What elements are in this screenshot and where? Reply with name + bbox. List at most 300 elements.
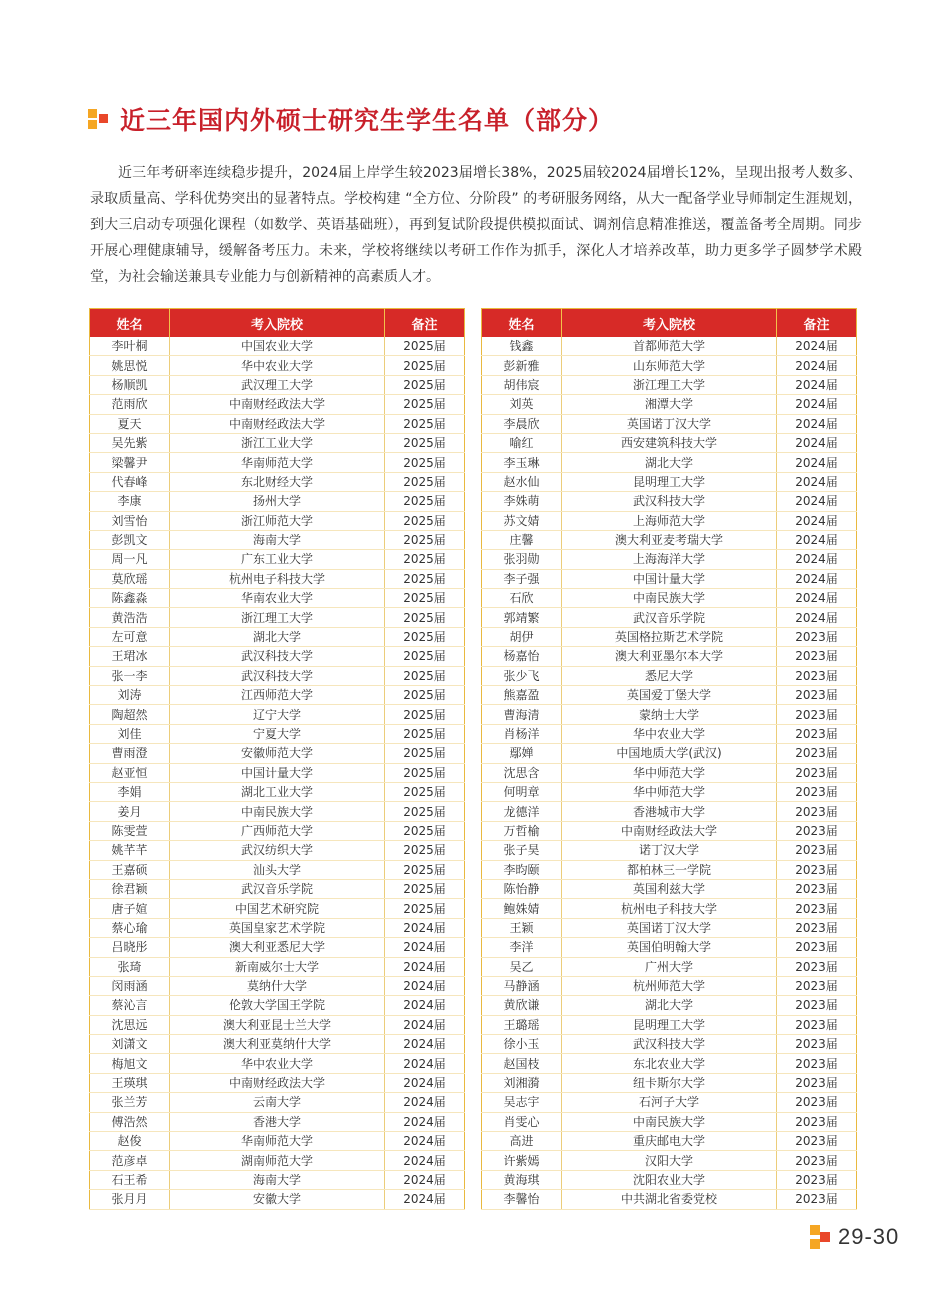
table-row	[90, 705, 465, 724]
name-cell: 赵国枝	[482, 1054, 562, 1073]
table-row	[90, 1015, 465, 1034]
note-cell: 2025届	[385, 782, 465, 801]
name-cell: 蔡心瑜	[90, 918, 170, 937]
school-cell: 武汉音乐学院	[562, 608, 777, 627]
note-cell: 2023届	[777, 918, 857, 937]
note-cell: 2025届	[385, 879, 465, 898]
note-cell: 2023届	[777, 705, 857, 724]
name-cell: 李昀颐	[482, 860, 562, 879]
table-row	[90, 375, 465, 394]
table-row	[90, 395, 465, 414]
note-cell: 2024届	[385, 1054, 465, 1073]
name-cell: 姚芊芊	[90, 841, 170, 860]
name-cell: 高进	[482, 1132, 562, 1151]
note-cell: 2023届	[777, 996, 857, 1015]
table-row	[482, 550, 857, 569]
note-cell: 2023届	[777, 976, 857, 995]
table-row	[90, 530, 465, 549]
note-cell: 2025届	[385, 608, 465, 627]
name-cell: 彭新雅	[482, 356, 562, 375]
note-cell: 2023届	[777, 1132, 857, 1151]
table-row	[482, 530, 857, 549]
table-row	[90, 802, 465, 821]
table-row	[90, 550, 465, 569]
table-row	[90, 608, 465, 627]
table-row	[90, 647, 465, 666]
school-cell: 华中农业大学	[562, 724, 777, 743]
school-cell: 中南财经政法大学	[170, 1073, 385, 1092]
school-cell: 澳大利亚悉尼大学	[170, 938, 385, 957]
school-cell: 安徽师范大学	[170, 744, 385, 763]
table-row	[90, 1170, 465, 1189]
note-cell: 2024届	[777, 433, 857, 452]
name-cell: 姜月	[90, 802, 170, 821]
school-cell: 安徽大学	[170, 1190, 385, 1209]
header-name: 姓名	[90, 309, 170, 338]
note-cell: 2024届	[385, 938, 465, 957]
table-row	[482, 957, 857, 976]
school-cell: 中南财经政法大学	[562, 821, 777, 840]
name-cell: 张子昊	[482, 841, 562, 860]
school-cell: 浙江理工大学	[562, 375, 777, 394]
table-row	[90, 918, 465, 937]
school-cell: 上海师范大学	[562, 511, 777, 530]
name-cell: 鄢婵	[482, 744, 562, 763]
table-row	[482, 996, 857, 1015]
header-name: 姓名	[482, 309, 562, 338]
table-row	[90, 1054, 465, 1073]
name-cell: 王瑛琪	[90, 1073, 170, 1092]
school-cell: 华中农业大学	[170, 356, 385, 375]
name-cell: 刘潇文	[90, 1035, 170, 1054]
table-row	[90, 627, 465, 646]
name-cell: 刘涛	[90, 686, 170, 705]
note-cell: 2024届	[777, 453, 857, 472]
name-cell: 肖雯心	[482, 1112, 562, 1131]
table-row	[482, 1054, 857, 1073]
school-cell: 莫纳什大学	[170, 976, 385, 995]
note-cell: 2023届	[777, 1054, 857, 1073]
name-cell: 赵亚恒	[90, 763, 170, 782]
note-cell: 2023届	[777, 1093, 857, 1112]
school-cell: 武汉科技大学	[562, 1035, 777, 1054]
table-row	[90, 724, 465, 743]
note-cell: 2025届	[385, 530, 465, 549]
note-cell: 2024届	[777, 608, 857, 627]
table-row	[90, 569, 465, 588]
name-cell: 李娟	[90, 782, 170, 801]
name-cell: 范雨欣	[90, 395, 170, 414]
note-cell: 2023届	[777, 938, 857, 957]
note-cell: 2025届	[385, 433, 465, 452]
table-row	[482, 375, 857, 394]
school-cell: 中国计量大学	[562, 569, 777, 588]
note-cell: 2023届	[777, 1073, 857, 1092]
name-cell: 李子强	[482, 569, 562, 588]
table-row	[482, 666, 857, 685]
name-cell: 王璐瑶	[482, 1015, 562, 1034]
name-cell: 喻红	[482, 433, 562, 452]
table-row	[90, 1035, 465, 1054]
table-row	[482, 1151, 857, 1170]
name-cell: 许紫嫣	[482, 1151, 562, 1170]
table-row	[90, 957, 465, 976]
intro-paragraph: 近三年考研率连续稳步提升，2024届上岸学生较2023届增长38%，2025届较2024届增长12%，呈现出报考人数多、录取质量高、学科优势突出的显著特点。学校构建 “全方位、分阶段” 的考研服务网络，从大一配备学业导师制定生涯规划，到大三启动专项强化课程（如数学、英语基础班），再到复试阶段提供模拟面试、调剂信息精准推送，覆盖备考全周期。同步开展心理健康辅导，缓解备考压力。未来，学校将继续以考研工作作为抓手，深化人才培养改革，助力更多学子圆梦学术殿堂，为社会输送兼具专业能力与创新精神的高素质人才。	[90, 165, 862, 285]
name-cell: 吴乙	[482, 957, 562, 976]
name-cell: 吕晓彤	[90, 938, 170, 957]
school-cell: 浙江工业大学	[170, 433, 385, 452]
school-cell: 中南民族大学	[170, 802, 385, 821]
table-row	[90, 589, 465, 608]
school-cell: 武汉纺织大学	[170, 841, 385, 860]
table-row	[482, 433, 857, 452]
table-row	[482, 879, 857, 898]
note-cell: 2024届	[385, 1151, 465, 1170]
table-row	[482, 1093, 857, 1112]
note-cell: 2023届	[777, 1015, 857, 1034]
table-row	[90, 511, 465, 530]
page-number-text: 29-30	[838, 1224, 900, 1249]
school-cell: 中共湖北省委党校	[562, 1190, 777, 1209]
table-row	[482, 511, 857, 530]
note-cell: 2025届	[385, 899, 465, 918]
school-cell: 杭州师范大学	[562, 976, 777, 995]
table-row	[90, 356, 465, 375]
name-cell: 黄海琪	[482, 1170, 562, 1189]
name-cell: 姚思悦	[90, 356, 170, 375]
name-cell: 张琦	[90, 957, 170, 976]
name-cell: 李晨欣	[482, 414, 562, 433]
name-cell: 周一凡	[90, 550, 170, 569]
school-cell: 江西师范大学	[170, 686, 385, 705]
school-cell: 中国艺术研究院	[170, 899, 385, 918]
school-cell: 都柏林三一学院	[562, 860, 777, 879]
school-cell: 澳大利亚昆士兰大学	[170, 1015, 385, 1034]
table-row	[482, 589, 857, 608]
school-cell: 华中师范大学	[562, 763, 777, 782]
name-cell: 胡伟宸	[482, 375, 562, 394]
school-cell: 湖北大学	[562, 996, 777, 1015]
note-cell: 2024届	[777, 472, 857, 491]
school-cell: 新南威尔士大学	[170, 957, 385, 976]
note-cell: 2024届	[385, 1093, 465, 1112]
table-row	[90, 666, 465, 685]
table-row	[90, 1151, 465, 1170]
note-cell: 2023届	[777, 860, 857, 879]
school-cell: 澳大利亚墨尔本大学	[562, 647, 777, 666]
note-cell: 2025届	[385, 666, 465, 685]
name-cell: 梅旭文	[90, 1054, 170, 1073]
name-cell: 吴先紫	[90, 433, 170, 452]
note-cell: 2025届	[385, 569, 465, 588]
school-cell: 澳大利亚莫纳什大学	[170, 1035, 385, 1054]
name-cell: 沈思远	[90, 1015, 170, 1034]
table-row	[482, 899, 857, 918]
school-cell: 诺丁汉大学	[562, 841, 777, 860]
school-cell: 汕头大学	[170, 860, 385, 879]
name-cell: 陈雯萱	[90, 821, 170, 840]
note-cell: 2025届	[385, 802, 465, 821]
name-cell: 肖杨洋	[482, 724, 562, 743]
school-cell: 云南大学	[170, 1093, 385, 1112]
name-cell: 李玉琳	[482, 453, 562, 472]
school-cell: 浙江师范大学	[170, 511, 385, 530]
page-number	[810, 1222, 899, 1252]
note-cell: 2025届	[385, 375, 465, 394]
name-cell: 杨嘉怡	[482, 647, 562, 666]
note-cell: 2024届	[777, 375, 857, 394]
school-cell: 辽宁大学	[170, 705, 385, 724]
table-row	[90, 686, 465, 705]
header-school: 考入院校	[562, 309, 777, 338]
note-cell: 2025届	[385, 821, 465, 840]
note-cell: 2024届	[777, 589, 857, 608]
table-row	[90, 938, 465, 957]
note-cell: 2023届	[777, 879, 857, 898]
note-cell: 2023届	[777, 1035, 857, 1054]
school-cell: 澳大利亚麦考瑞大学	[562, 530, 777, 549]
name-cell: 刘英	[482, 395, 562, 414]
note-cell: 2024届	[385, 1015, 465, 1034]
school-cell: 杭州电子科技大学	[170, 569, 385, 588]
table-row	[90, 899, 465, 918]
table-row	[482, 337, 857, 356]
table-row	[482, 782, 857, 801]
table-row	[90, 1132, 465, 1151]
note-cell: 2024届	[777, 569, 857, 588]
note-cell: 2025届	[385, 589, 465, 608]
header-school: 考入院校	[170, 309, 385, 338]
school-cell: 中南财经政法大学	[170, 414, 385, 433]
note-cell: 2024届	[385, 1112, 465, 1131]
name-cell: 王颖	[482, 918, 562, 937]
table-row	[482, 453, 857, 472]
header-note: 备注	[385, 309, 465, 338]
school-cell: 中国农业大学	[170, 337, 385, 356]
name-cell: 徐小玉	[482, 1035, 562, 1054]
school-cell: 广东工业大学	[170, 550, 385, 569]
school-cell: 英国爱丁堡大学	[562, 686, 777, 705]
table-row	[90, 492, 465, 511]
school-cell: 英国皇家艺术学院	[170, 918, 385, 937]
school-cell: 纽卡斯尔大学	[562, 1073, 777, 1092]
table-row	[482, 608, 857, 627]
name-cell: 陈鑫淼	[90, 589, 170, 608]
name-cell: 庄馨	[482, 530, 562, 549]
school-cell: 中南民族大学	[562, 589, 777, 608]
name-cell: 梁馨尹	[90, 453, 170, 472]
note-cell: 2024届	[385, 1170, 465, 1189]
school-cell: 华中师范大学	[562, 782, 777, 801]
name-cell: 黄浩浩	[90, 608, 170, 627]
table-row	[482, 860, 857, 879]
school-cell: 东北财经大学	[170, 472, 385, 491]
note-cell: 2023届	[777, 821, 857, 840]
name-cell: 李洋	[482, 938, 562, 957]
name-cell: 傅浩然	[90, 1112, 170, 1131]
name-cell: 夏天	[90, 414, 170, 433]
note-cell: 2025届	[385, 472, 465, 491]
school-cell: 浙江理工大学	[170, 608, 385, 627]
school-cell: 英国格拉斯艺术学院	[562, 627, 777, 646]
note-cell: 2023届	[777, 1151, 857, 1170]
table-row	[90, 996, 465, 1015]
school-cell: 武汉科技大学	[170, 666, 385, 685]
note-cell: 2024届	[385, 1073, 465, 1092]
note-cell: 2024届	[385, 1132, 465, 1151]
table-row	[482, 976, 857, 995]
school-cell: 湖南师范大学	[170, 1151, 385, 1170]
table-row	[482, 724, 857, 743]
table-row	[90, 1093, 465, 1112]
table-row	[482, 763, 857, 782]
name-cell: 刘雪怡	[90, 511, 170, 530]
table-row	[90, 879, 465, 898]
right-roster-table	[481, 308, 857, 1210]
note-cell: 2023届	[777, 744, 857, 763]
school-cell: 广西师范大学	[170, 821, 385, 840]
note-cell: 2023届	[777, 627, 857, 646]
note-cell: 2025届	[385, 841, 465, 860]
school-cell: 石河子大学	[562, 1093, 777, 1112]
note-cell: 2025届	[385, 550, 465, 569]
note-cell: 2024届	[385, 957, 465, 976]
note-cell: 2025届	[385, 686, 465, 705]
name-cell: 王嘉硕	[90, 860, 170, 879]
school-cell: 宁夏大学	[170, 724, 385, 743]
school-cell: 东北农业大学	[562, 1054, 777, 1073]
school-cell: 香港大学	[170, 1112, 385, 1131]
table-row	[90, 976, 465, 995]
table-row	[482, 1132, 857, 1151]
note-cell: 2024届	[777, 492, 857, 511]
table-header-row	[482, 309, 857, 338]
name-cell: 石王希	[90, 1170, 170, 1189]
table-row	[90, 1190, 465, 1209]
note-cell: 2025届	[385, 705, 465, 724]
school-cell: 西安建筑科技大学	[562, 433, 777, 452]
name-cell: 李姝萌	[482, 492, 562, 511]
table-row	[482, 821, 857, 840]
school-cell: 华南师范大学	[170, 1132, 385, 1151]
table-row	[90, 472, 465, 491]
table-row	[482, 414, 857, 433]
name-cell: 蔡沁言	[90, 996, 170, 1015]
school-cell: 武汉科技大学	[170, 647, 385, 666]
school-cell: 重庆邮电大学	[562, 1132, 777, 1151]
name-cell: 马静涵	[482, 976, 562, 995]
note-cell: 2025届	[385, 724, 465, 743]
table-row	[90, 841, 465, 860]
note-cell: 2025届	[385, 627, 465, 646]
school-cell: 湘潭大学	[562, 395, 777, 414]
name-cell: 范彦卓	[90, 1151, 170, 1170]
school-cell: 汉阳大学	[562, 1151, 777, 1170]
note-cell: 2024届	[385, 996, 465, 1015]
name-cell: 李馨怡	[482, 1190, 562, 1209]
name-cell: 胡伊	[482, 627, 562, 646]
name-cell: 张羽勋	[482, 550, 562, 569]
school-cell: 中南民族大学	[562, 1112, 777, 1131]
note-cell: 2023届	[777, 686, 857, 705]
table-header-row	[90, 309, 465, 338]
name-cell: 吴志宇	[482, 1093, 562, 1112]
note-cell: 2024届	[777, 511, 857, 530]
name-cell: 刘佳	[90, 724, 170, 743]
note-cell: 2024届	[777, 530, 857, 549]
note-cell: 2023届	[777, 899, 857, 918]
school-cell: 广州大学	[562, 957, 777, 976]
name-cell: 闵雨涵	[90, 976, 170, 995]
school-cell: 武汉理工大学	[170, 375, 385, 394]
note-cell: 2023届	[777, 763, 857, 782]
table-row	[482, 1170, 857, 1189]
school-cell: 海南大学	[170, 530, 385, 549]
school-cell: 华南农业大学	[170, 589, 385, 608]
name-cell: 左可意	[90, 627, 170, 646]
table-row	[90, 337, 465, 356]
note-cell: 2023届	[777, 957, 857, 976]
name-cell: 曹雨澄	[90, 744, 170, 763]
table-row	[482, 1190, 857, 1209]
name-cell: 徐君颖	[90, 879, 170, 898]
note-cell: 2025届	[385, 356, 465, 375]
name-cell: 黄欣谦	[482, 996, 562, 1015]
name-cell: 鲍姝婧	[482, 899, 562, 918]
note-cell: 2023届	[777, 1170, 857, 1189]
name-cell: 龙德洋	[482, 802, 562, 821]
name-cell: 刘湘漪	[482, 1073, 562, 1092]
name-cell: 赵俊	[90, 1132, 170, 1151]
name-cell: 陶超然	[90, 705, 170, 724]
name-cell: 李叶桐	[90, 337, 170, 356]
table-row	[482, 744, 857, 763]
note-cell: 2023届	[777, 647, 857, 666]
name-cell: 苏文婧	[482, 511, 562, 530]
school-cell: 中国计量大学	[170, 763, 385, 782]
school-cell: 悉尼大学	[562, 666, 777, 685]
school-cell: 湖北大学	[562, 453, 777, 472]
name-cell: 陈怡静	[482, 879, 562, 898]
name-cell: 王珺冰	[90, 647, 170, 666]
school-cell: 上海海洋大学	[562, 550, 777, 569]
left-roster-table	[89, 308, 465, 1210]
table-row	[482, 472, 857, 491]
note-cell: 2025届	[385, 492, 465, 511]
school-cell: 中南财经政法大学	[170, 395, 385, 414]
note-cell: 2023届	[777, 802, 857, 821]
orange-squares-icon	[88, 109, 108, 129]
note-cell: 2024届	[385, 976, 465, 995]
note-cell: 2025届	[385, 453, 465, 472]
school-cell: 英国利兹大学	[562, 879, 777, 898]
table-row	[482, 841, 857, 860]
school-cell: 首都师范大学	[562, 337, 777, 356]
note-cell: 2025届	[385, 414, 465, 433]
school-cell: 沈阳农业大学	[562, 1170, 777, 1189]
table-row	[482, 395, 857, 414]
name-cell: 郭靖繁	[482, 608, 562, 627]
note-cell: 2025届	[385, 395, 465, 414]
page-title: 近三年国内外硕士研究生学生名单（部分）	[120, 106, 615, 135]
school-cell: 湖北大学	[170, 627, 385, 646]
school-cell: 华中农业大学	[170, 1054, 385, 1073]
title-row	[88, 98, 614, 140]
school-cell: 伦敦大学国王学院	[170, 996, 385, 1015]
note-cell: 2023届	[777, 666, 857, 685]
table-row	[90, 433, 465, 452]
table-row	[90, 782, 465, 801]
